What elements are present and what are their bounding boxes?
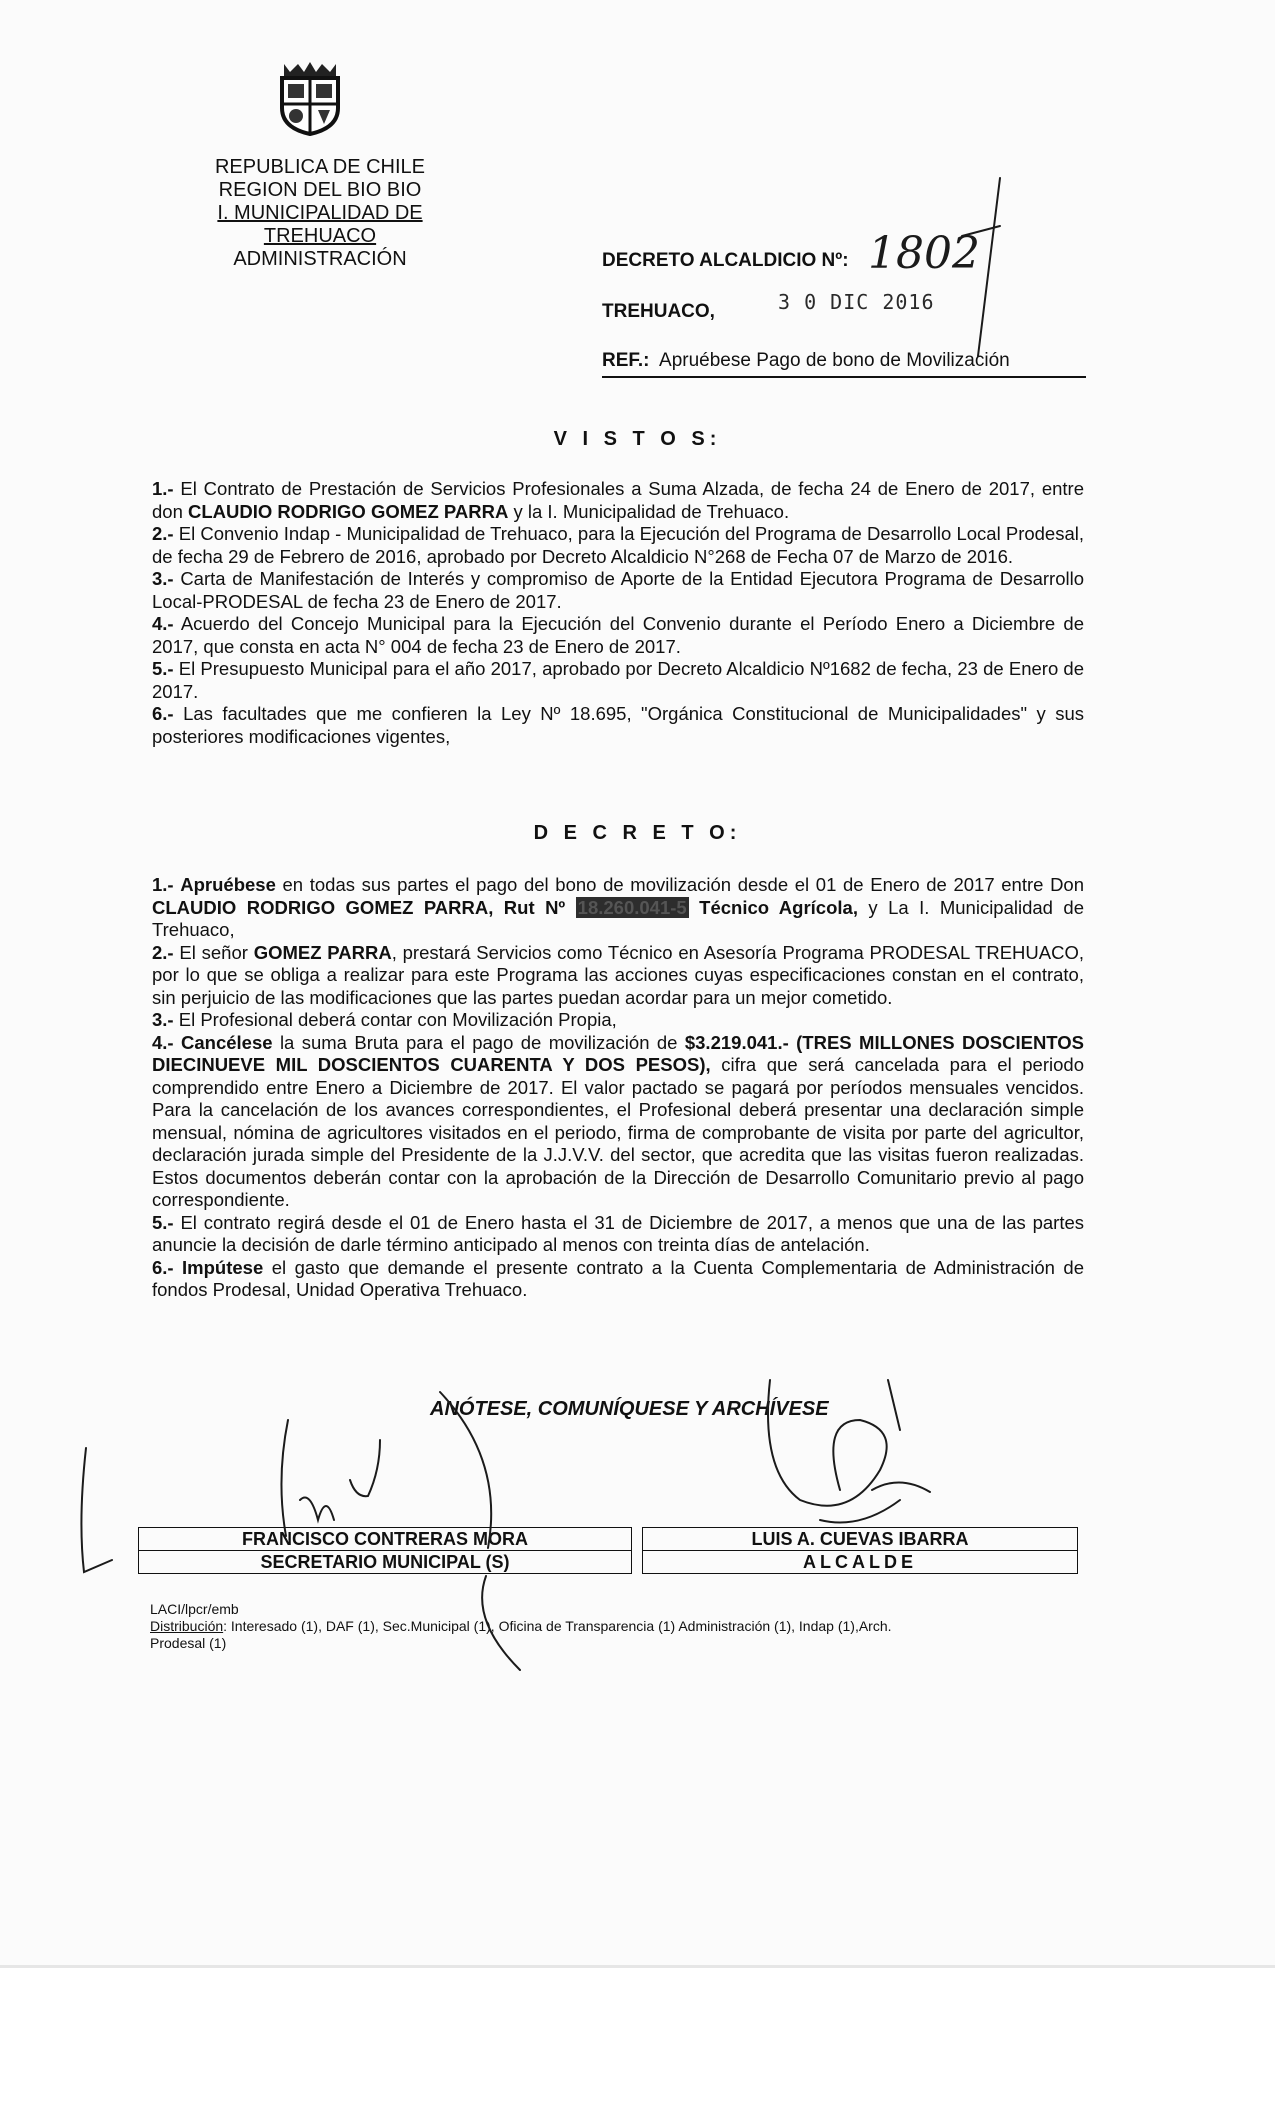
decreto-item: 6.- Impútese el gasto que demande el presente contrato a la Cuenta Complementaria de Administración de fondos Prodesal, Unidad Operativa Trehuaco. bbox=[152, 1256, 1085, 1300]
vistos-item: 5.- El Presupuesto Municipal para el año 2017, aprobado por Decreto Alcaldicio Nº1682 de fecha, 23 de Enero de 2017. bbox=[152, 658, 1085, 702]
footer-initials: LACI/lpcr/emb bbox=[150, 1601, 239, 1617]
decreto-item: 4.- Cancélese la suma Bruta para el pago de movilización de $3.219.041.- (TRES MILLONES DOSCIENTOS DIECINUEVE MIL DOSCIENTOS CUARENTA Y DOS PESOS), cifra que será cancelada para el periodo comprendido entre Enero a Diciembre de 2017. El valor pactado se pagará por períodos mensuales vencidos. Para la cancelación de los avances correspondientes, el Profesional deberá presentar una declaración simple mensual, nómina de agricultores visitados en el periodo, firma de comprobante de visita por parte del agricultor, declaración jurada simple del Presidente de la J.J.V.V. del sector, que acredita que las visitas fueron realizadas. Estos documentos deberán contar con la aprobación de la Dirección de Desarrollo Comunitario previo al pago correspondiente. bbox=[152, 1031, 1085, 1210]
decree-number-handwritten: 1802 bbox=[868, 228, 980, 279]
redacted-rut: 18.260.041-5 bbox=[577, 896, 687, 918]
mayor-title: ALCALDE bbox=[643, 1550, 1077, 1573]
footer-distribution: Distribución: Interesado (1), DAF (1), Sec.Municipal (1), Oficina de Transparencia (1) Administración (1), Indap (1),Arch. bbox=[150, 1618, 892, 1634]
footer-distribution-cont: Prodesal (1) bbox=[150, 1635, 227, 1651]
secretary-title: SECRETARIO MUNICIPAL (S) bbox=[139, 1550, 631, 1573]
vistos-item: 6.- Las facultades que me confieren la Ley Nº 18.695, "Orgánica Constitucional de Municipalidades" y sus posteriores modificaciones vigentes, bbox=[152, 703, 1085, 747]
mayor-name: LUIS A. CUEVAS IBARRA bbox=[751, 1529, 969, 1549]
secretary-name: FRANCISCO CONTRERAS MORA bbox=[242, 1529, 528, 1549]
decreto-item: 2.- El señor GOMEZ PARRA, prestará Servicios como Técnico en Asesoría Programa PRODESAL TREHUACO, por lo que se obliga a realizar para este Programa las acciones cuyas especificaciones constan en el contrato, sin perjuicio de las modificaciones que las partes puedan acordar para un mejor cometido. bbox=[152, 941, 1084, 1008]
vistos-item: 4.- Acuerdo del Concejo Municipal para la Ejecución del Convenio durante el Período Enero a Diciembre de 2017, que consta en acta N° 004 de fecha 23 de Enero de 2017. bbox=[152, 613, 1084, 657]
decree-check-stroke bbox=[978, 178, 1000, 356]
decreto-item: 5.- El contrato regirá desde el 01 de Enero hasta el 31 de Diciembre de 2017, a menos que una de las partes anuncie la decisión de darle término anticipado al menos con treinta días de antelación. bbox=[152, 1211, 1084, 1255]
scan-margin bbox=[0, 1965, 1275, 2103]
vistos-heading: V I S T O S: bbox=[553, 428, 722, 450]
header-municipality: I. MUNICIPALIDAD DE TREHUACO bbox=[217, 202, 423, 247]
decreto-heading: D E C R E T O: bbox=[533, 822, 742, 844]
decree-label: DECRETO ALCALDICIO Nº: bbox=[602, 250, 849, 271]
vistos-item: 3.- Carta de Manifestación de Interés y compromiso de Aporte de la Entidad Ejecutora Programa de Desarrollo Local-PRODESAL de fecha 23 de Enero de 2017. bbox=[152, 568, 1085, 612]
header-department: ADMINISTRACIÓN bbox=[233, 248, 407, 270]
decreto-item: 3.- El Profesional deberá contar con Movilización Propia, bbox=[152, 1009, 617, 1030]
ref-label: REF.: bbox=[602, 350, 650, 371]
vistos-item: 2.- El Convenio Indap - Municipalidad de Trehuaco, para la Ejecución del Programa de Desarrollo Local Prodesal, de fecha 29 de Febrero de 2016, aprobado por Decreto Alcaldicio N°268 de Fecha 07 de Marzo de 2016. bbox=[152, 523, 1085, 567]
header-country: REPUBLICA DE CHILE bbox=[214, 156, 426, 178]
ref-text: Apruébese Pago de bono de Movilización bbox=[659, 350, 1010, 371]
mayor-signature bbox=[768, 1380, 930, 1523]
vistos-item: 1.- El Contrato de Prestación de Servicios Profesionales a Suma Alzada, de fecha 24 de Enero de 2017, entre don CLAUDIO RODRIGO GOMEZ PARRA y la I. Municipalidad de Trehuaco. bbox=[152, 478, 1084, 522]
decree-place: TREHUACO, bbox=[602, 301, 715, 322]
closing-formula: ANÓTESE, COMUNÍQUESE Y ARCHÍVESE bbox=[430, 1398, 829, 1420]
date-stamp: 3 0 DIC 2016 bbox=[778, 290, 935, 314]
decreto-item: 1.- Apruébese en todas sus partes el pago del bono de movilización desde el 01 de Enero de 2017 entre Don CLAUDIO RODRIGO GOMEZ PARRA, Rut Nº 18.260.041-5 Técnico Agrícola, y La I. Municipalidad de Trehuaco, bbox=[152, 874, 1085, 940]
header-region: REGION DEL BIO BIO bbox=[218, 179, 422, 201]
secretary-signature bbox=[81, 1392, 520, 1670]
